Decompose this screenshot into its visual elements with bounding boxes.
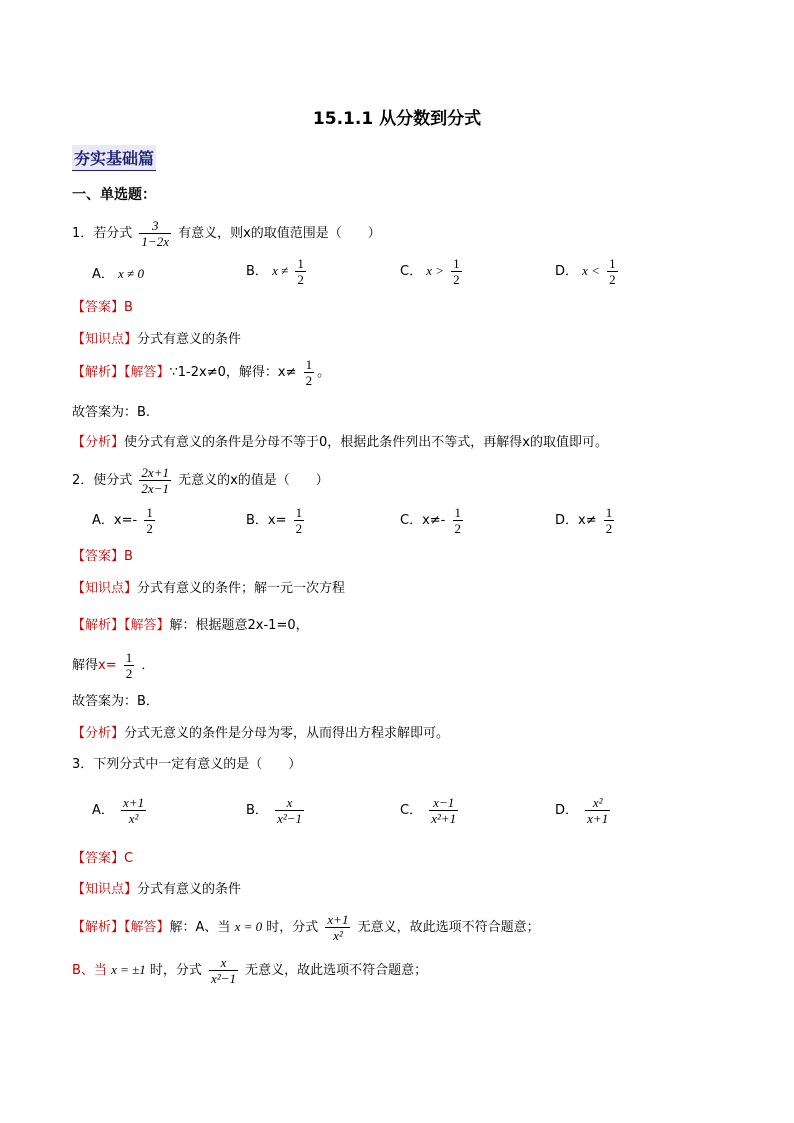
section-heading: 夯实基础篇 (72, 145, 156, 171)
q2-fenxi: 【分析】分式无意义的条件是分母为零，从而得出方程求解即可。 (72, 726, 450, 741)
q2-option-c: C．x≠- $\frac{1}{2}$ (400, 505, 461, 536)
q2-solution: 解得x= $\frac{1}{2}$ ． (72, 650, 155, 681)
q1-option-b: B． x ≠ $\frac{1}{2}$ (246, 256, 304, 287)
q2-answer: 【答案】B (72, 549, 133, 564)
q2-fraction: $\frac{2x+1}{2x-1}$ (141, 465, 169, 496)
page-title: 15.1.1 从分数到分式 (312, 109, 482, 129)
q1-conclusion: 故答案为：B. (72, 405, 151, 420)
q3-option-c: C． $\frac{x-1}{\text{x²+1}}$ (400, 795, 457, 826)
q3-answer: 【答案】C (72, 851, 134, 866)
q3-stem: 3．下列分式中一定有意义的是（ ） (72, 757, 302, 772)
q1-option-d: D． x < $\frac{1}{2}$ (555, 256, 616, 287)
q3-option-d: D． $\frac{\text{x²}}{x+1}$ (555, 795, 609, 826)
q2-knowledge-point: 【知识点】分式有意义的条件；解一元一次方程 (72, 581, 346, 596)
q2-option-b: B．x= $\frac{1}{2}$ (246, 505, 303, 536)
q1-answer: 【答案】B (72, 300, 133, 315)
q1-fenxi: 【分析】使分式有意义的条件是分母不等于0，根据此条件列出不等式，再解得x的取值即可。 (72, 435, 608, 450)
q2-option-a: A．x=- $\frac{1}{2}$ (92, 505, 153, 536)
q1-fraction: $\frac{3}{1-2x}$ (141, 218, 169, 249)
q2-conclusion: 故答案为：B． (72, 694, 159, 709)
q2-option-d: D．x≠ $\frac{1}{2}$ (555, 505, 613, 536)
q1-knowledge-point: 【知识点】分式有意义的条件 (72, 332, 242, 347)
q2-analysis: 【解析】【解答】解：根据题意2x-1=0， (72, 618, 309, 633)
q1-option-a: A． x ≠ 0 (92, 266, 144, 282)
q1-stem: 1．若分式 $\frac{3}{1-2x}$ 有意义，则x的取值范围是（ ） (72, 218, 381, 249)
q3-option-b: B． $\frac{x}{\text{x²−1}}$ (246, 795, 303, 826)
q3-analysis-b: B、当 x = ±1 时，分式 $\frac{x}{\text{x²−1}}$ 无意义，故此选项不符合题意； (72, 955, 428, 986)
question-type-heading: 一、单选题： (72, 187, 156, 203)
q3-option-a: A． $\frac{x+1}{\text{x²}}$ (92, 795, 145, 826)
q2-stem: 2．使分式 $\frac{2x+1}{2x-1}$ 无意义的x的值是（ ） (72, 465, 329, 496)
q1-analysis: 【解析】【解答】∵1-2x≠0，解得：x≠ $\frac{1}{2}$ 。 (72, 357, 331, 388)
q3-analysis-a: 【解析】【解答】解：A、当 x = 0 时，分式 $\frac{x+1}{\text{x²}}$ 无意义，故此选项不符合题意； (72, 912, 540, 943)
q1-option-c: C． x > $\frac{1}{2}$ (400, 256, 460, 287)
q3-knowledge-point: 【知识点】分式有意义的条件 (72, 882, 242, 897)
